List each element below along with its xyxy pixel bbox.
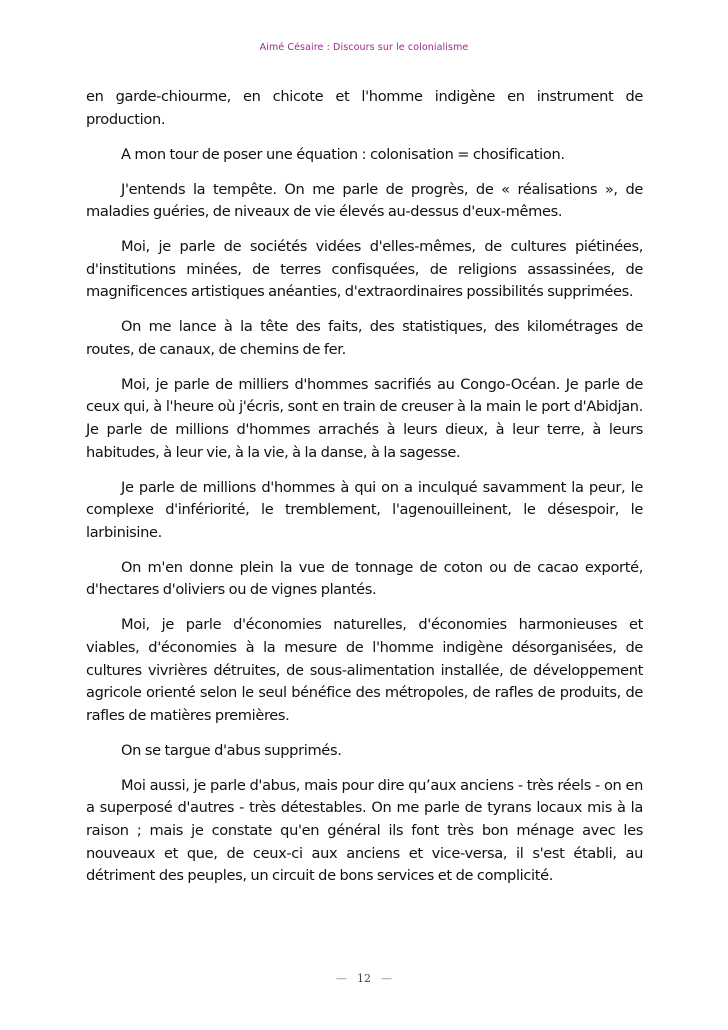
paragraph: J'entends la tempête. On me parle de progrès, de « réalisations », de maladies guéries, de niveaux de vie élevés au-dessus d'eux-mêmes. xyxy=(86,180,643,221)
body-text xyxy=(86,86,643,900)
paragraph: Je parle de millions d'hommes à qui on a inculqué savamment la peur, le complexe d'infériorité, le tremblement, l'agenouilleinent, le désespoir, le larbinisine. xyxy=(86,478,643,541)
paragraph: On me lance à la tête des faits, des statistiques, des kilométrages de routes, de canaux, de chemins de fer. xyxy=(86,318,643,358)
footer-dash-left: — xyxy=(336,972,347,985)
paragraph: en garde-chiourme, en chicote et l'homme indigène en instrument de production. xyxy=(86,88,643,128)
paragraph: A mon tour de poser une équation : colonisation = chosification. xyxy=(121,145,565,163)
paragraph: Moi, je parle d'économies naturelles, d'économies harmonieuses et viables, d'économies à la mesure de l'homme indigène désorganisées, de cultures vivrières détruites, de sous-alimentation installée, de développement agricole orienté selon le seul bénéfice des métropoles, de rafles de produits, de rafles de matières premières. xyxy=(86,616,643,724)
paragraph: Moi, je parle de milliers d'hommes sacrifiés au Congo-Océan. Je parle de ceux qui, à l'heure où j'écris, sont en train de creuser à la main le port d'Abidjan. Je parle de millions d'hommes arrachés à leurs dieux, à leur terre, à leurs habitudes, à leur vie, à la vie, à la danse, à la sagesse. xyxy=(86,375,643,461)
running-header: Aimé Césaire : Discours sur le colonialisme xyxy=(259,42,469,53)
paragraph: Moi aussi, je parle d'abus, mais pour dire qu’aux anciens - très réels - on en a superposé d'autres - très détestables. On me parle de tyrans locaux mis à la raison ; mais je constate qu'en général ils font très bon ménage avec les nouveaux et que, de ceux-ci aux anciens et vice-versa, il s'est établi, au détriment des peuples, un circuit de bons services et de complicité. xyxy=(86,776,643,885)
paragraph: On m'en donne plein la vue de tonnage de coton ou de cacao exporté, d'hectares d'oliviers ou de vignes plantés. xyxy=(86,558,643,599)
footer-dash-right: — xyxy=(381,972,392,985)
page-number: 12 xyxy=(357,972,371,985)
paragraph: Moi, je parle de sociétés vidées d'elles-mêmes, de cultures piétinées, d'institutions minées, de terres confisquées, de religions assassinées, de magnificences artistiques anéanties, d'extraordinaires possibilités supprimées. xyxy=(86,238,643,301)
paragraph: On se targue d'abus supprimés. xyxy=(121,741,342,759)
page-footer xyxy=(0,972,728,985)
